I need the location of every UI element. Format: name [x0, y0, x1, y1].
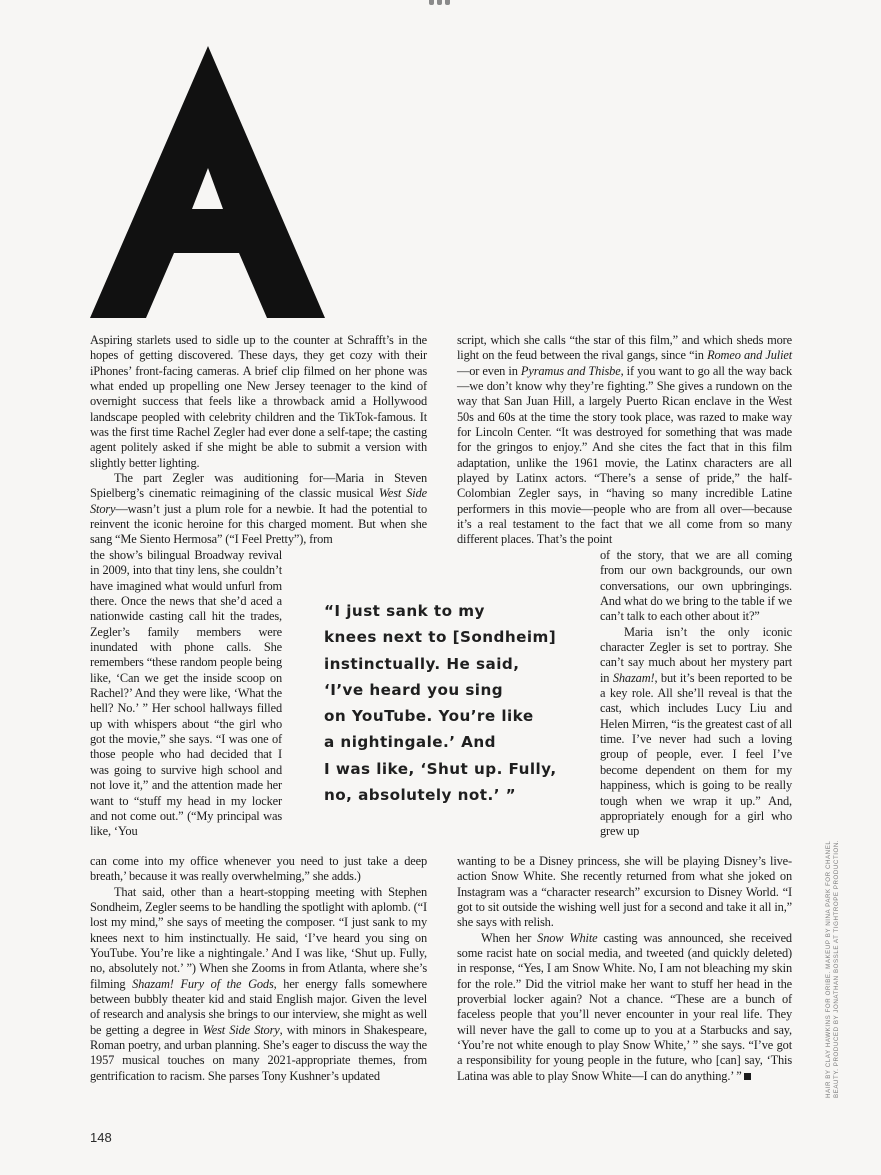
- drop-cap-letter-a: [90, 46, 325, 318]
- article-column-left-top: [90, 333, 427, 548]
- paragraph-text: , her energy falls somewhere between bubbly theater kid and staid English major. Given the level of research and analysis she brings to our interview, she might as well be getting a degree in: [90, 976, 427, 1037]
- article-paragraph: wanting to be a Disney princess, she will be playing Disney’s live-action Snow White. She recently returned from what she joked on Instagram was a “character research” excursion to Disney World. “I got to sit outside the wishing well just for a second and take it all in,” she says with relish.: [457, 854, 792, 930]
- paragraph-text: Aspiring starlets used to sidle up to the counter at Schrafft’s in the hopes of getting discovered. These days, they get cozy with their iPhones’ front-facing cameras. A brief clip filmed on her phone was what ended up propelling one New Jersey teenager to the kind of overnight success that feels like a throwback amid a Hollywood landscape peopled with celebrity children and the TikTok-famous. It was the first time Rachel Zegler had ever done a self-tape; the casting agent politely asked if she might be able to submit a version with slightly better lighting.: [90, 333, 427, 470]
- article-paragraph: [90, 885, 427, 1084]
- italic-title: Shazam!: [612, 670, 655, 685]
- paragraph-text: script, which she calls “the star of this film,” and which sheds more light on the feud between the rival gangs, since “in: [457, 333, 792, 363]
- article-paragraph: can come into my office whenever you need to just take a deep breath,’ because it was really overwhelming,” she adds.): [90, 854, 427, 884]
- pull-quote-line: “I just sank to my: [324, 602, 485, 620]
- italic-title: Pyramus and Thisbe: [520, 363, 621, 378]
- pull-quote-line: ‘I’ve heard you sing: [324, 680, 504, 699]
- article-paragraph: [90, 471, 427, 548]
- pull-quote-line: a nightingale.’ And: [324, 733, 496, 752]
- paragraph-text: , but it’s been reported to be a key role. All she’ll reveal is that the cast, which includes Lucy Liu and Helen Mirren, “is the greatest cast of all time. I’ve never had such a loving group of people, ever. I feel I’ve become dependent on them for my happiness, which is going to be really tough when we wrap it up.” And, appropriately enough for a girl who grew up: [600, 670, 792, 839]
- paragraph-text: That said, other than a heart-stopping meeting with Stephen Sondheim, Zegler seems to be handling the spotlight with aplomb. (“I lost my mind,” she says of meeting the composer. “I just sank to my knees next to him instinctually. He said, ‘I’ve heard you sing on YouTube. You’re like a nightingale.’ And I was like, ‘Shut up. Fully, no, absolutely not.’ ”) When she Zooms in from Atlanta, where she’s filming: [90, 884, 427, 991]
- article-column-right-narrow: [600, 548, 792, 840]
- article-column-left-narrow: [90, 548, 282, 840]
- article-column-left-bottom: [90, 854, 427, 1084]
- italic-title: Romeo and Juliet: [707, 348, 793, 363]
- pull-quote-line: on YouTube. You’re like: [324, 707, 534, 726]
- paragraph-text: —wasn’t just a plum role for a newbie. It had the potential to reinvent the iconic heroine for this charged moment. But when she sang “Me Siento Hermosa” (“I Feel Pretty”), from: [90, 501, 427, 547]
- pull-quote: [324, 598, 584, 808]
- italic-title: West Side Story: [90, 486, 427, 516]
- article-column-right-top: [457, 333, 792, 548]
- top-ornament: [428, 0, 450, 6]
- article-paragraph: the show’s bilingual Broadway revival in 2009, into that tiny lens, she couldn’t have imagined what would unfurl from there. Once the news that she’d aced a nationwide casting call hit the trades, Zegler’s family members were inundated with phone calls. She remembers “these random people being like, ‘Can we get the inside scoop on Rachel?’ And they were like, ‘What the hell? No.’ ” Her school hallways filled up with whispers about “the girl who got the movie,” she says. “I was one of those people who had decided that I was going to survive high school and not love it,” and the attention made her want to “stuff my head in my locker and not come out.” (“My principal was like, ‘You: [90, 548, 282, 839]
- pull-quote-line: no, absolutely not.’ ”: [324, 786, 517, 805]
- credits-line: BEAUTY. PRODUCED BY JONATHAN BOSSLE AT TIGHTROPE PRODUCTION.: [833, 839, 840, 1098]
- end-of-article-mark: [744, 1073, 751, 1080]
- pull-quote-line: I was like, ‘Shut up. Fully,: [324, 759, 557, 778]
- article-paragraph: [457, 931, 792, 1084]
- pull-quote-line: knees next to [Sondheim]: [324, 628, 557, 647]
- paragraph-text: casting was announced, she received some racist hate on social media, and tweeted (and quickly deleted) in response, “Yes, I am Snow White. No, I am not bleaching my skin for the role.” Did the vitriol make her want to stuff her head in the proverbial locker again? Not a chance. “These are a bunch of faceless people that you’ll never encounter in your real life. They will never have the gall to come up to you at a Starbucks and say, ‘You’re not white enough to play Snow White,’ ” she says. “I’ve got a responsibility for young people in the future, who [can] say, ‘This Latina was able to play Snow White—I can do anything.’ ”: [457, 930, 792, 1083]
- article-column-right-bottom: [457, 854, 792, 1084]
- article-paragraph: [90, 333, 427, 471]
- article-paragraph: [600, 625, 792, 840]
- italic-title: West Side Story: [202, 1022, 280, 1037]
- photo-credits: [825, 840, 841, 1098]
- paragraph-text: Maria isn’t the only iconic character Zegler is set to portray. She can’t say much about her mystery part in: [600, 624, 792, 685]
- paragraph-text: When her: [481, 930, 538, 945]
- pull-quote-line: instinctually. He said,: [324, 654, 520, 673]
- credits-line: HAIR BY CLAY HAWKINS FOR ORIBE. MAKEUP BY NINA PARK FOR CHANEL: [825, 840, 832, 1098]
- article-paragraph: of the story, that we are all coming from our own backgrounds, our own conversations, our own upbringings. And what do we bring to the table if we can’t talk to each other about it?”: [600, 548, 792, 624]
- paragraph-text: —or even in: [457, 363, 521, 378]
- italic-title: Shazam! Fury of the Gods: [132, 976, 274, 991]
- article-paragraph: [457, 333, 792, 548]
- paragraph-text: , if you want to go all the way back—we don’t know why they’re fighting.” She gives a rundown on the way that San Juan Hill, a largely Puerto Rican enclave in the West 50s and 60s at the time the story took place, was razed to make way for Lincoln Center. “It was destroyed for something that was made for the gringos to enjoy.” And she cites the fact that in this film adaptation, unlike the 1961 movie, the Latinx characters are all played by Latinx actors. “There’s a sense of pride,” the half-Colombian Zegler says, in “having so many incredible Latine performers in this movie—people who are from all over—because it’s a real testament to the fact that we all come from so many different places. That’s the point: [457, 363, 793, 547]
- paragraph-text: The part Zegler was auditioning for—Maria in Steven Spielberg’s cinematic reimagining of the classic musical: [90, 471, 427, 501]
- page-number: 148: [90, 1130, 112, 1145]
- italic-title: Snow White: [537, 930, 598, 945]
- paragraph-text: , with minors in Shakespeare, Roman poetry, and urban planning. She’s eager to discuss the way the 1957 musical touches on many 2021-appropriate themes, from gentrification to racism. She parses Tony Kushner’s updated: [90, 1022, 427, 1083]
